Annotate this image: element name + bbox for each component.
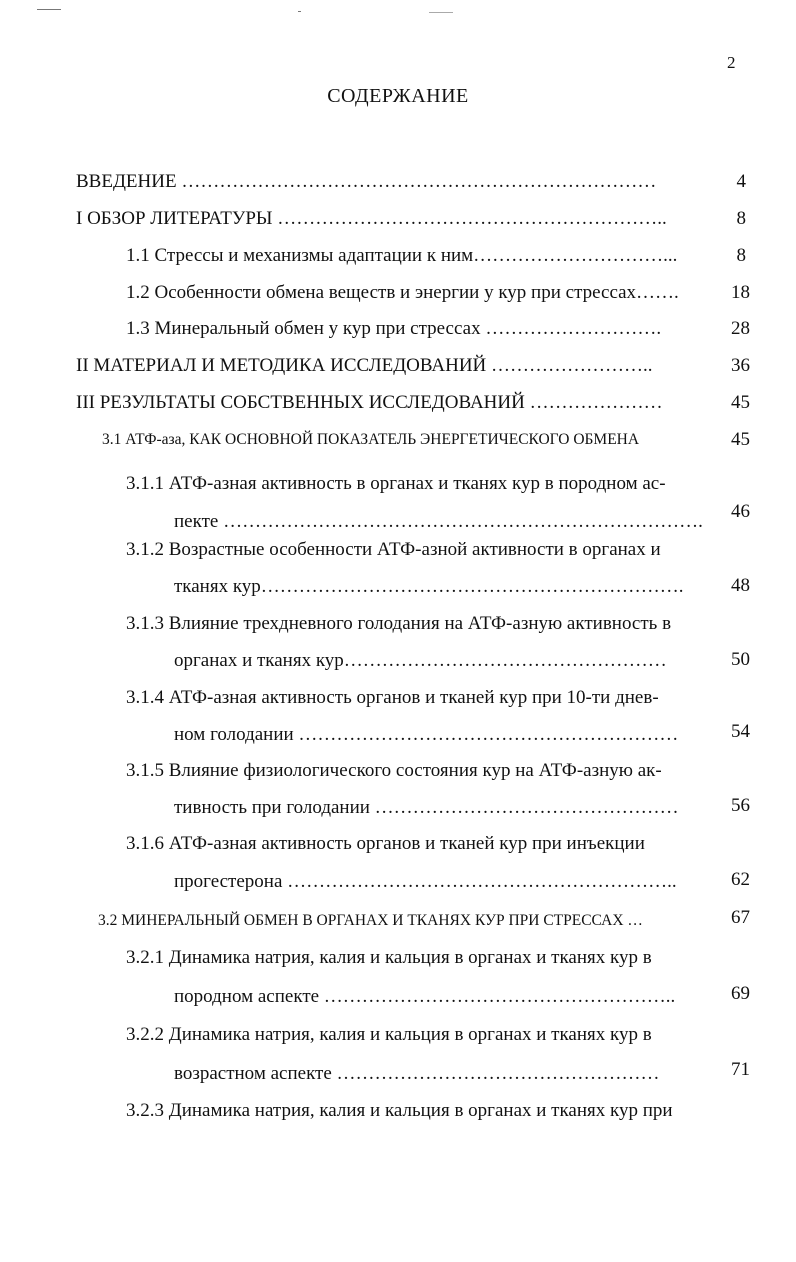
toc-entry-text: 3.2.1 Динамика натрия, калия и кальция в органах и тканях кур в: [126, 947, 652, 968]
toc-entry-page: 67: [731, 907, 750, 928]
toc-entry-page: 45: [731, 429, 750, 450]
toc-entry-text: пекте ………………………………………………………………….: [174, 511, 703, 532]
toc-entry-text: ном голодании ……………………………………………………: [174, 724, 679, 745]
toc-entry-page: 54: [731, 721, 750, 742]
scan-mark: [429, 12, 453, 13]
toc-entry-text: прогестерона ……………………………………………………..: [174, 871, 677, 892]
toc-entry-page: 45: [731, 392, 750, 413]
toc-entry-page: 50: [731, 649, 750, 670]
toc-entry-text: породном аспекте ………………………………………………..: [174, 986, 676, 1007]
toc-entry-page: 8: [736, 208, 746, 229]
toc-entry-text: 3.1.4 АТФ-азная активность органов и тканей кур при 10-ти днев-: [126, 687, 659, 708]
toc-entry-text: 3.2.3 Динамика натрия, калия и кальция в органах и тканях кур при: [126, 1100, 673, 1121]
toc-entry-page: 71: [731, 1059, 750, 1080]
toc-entry-text: 1.1 Стрессы и механизмы адаптации к ним…………………………...: [126, 245, 678, 266]
toc-entry-page: 56: [731, 795, 750, 816]
toc-entry-text: 1.3 Минеральный обмен у кур при стрессах ……………………….: [126, 318, 662, 339]
toc-entry-text: III РЕЗУЛЬТАТЫ СОБСТВЕННЫХ ИССЛЕДОВАНИЙ …………………: [76, 392, 663, 413]
toc-entry-text: I ОБЗОР ЛИТЕРАТУРЫ ……………………………………………………..: [76, 208, 667, 229]
scan-mark: [37, 9, 61, 10]
toc-entry-page: 69: [731, 983, 750, 1004]
toc-entry-page: 4: [736, 171, 746, 192]
toc-entry-text: 3.1.2 Возрастные особенности АТФ-азной активности в органах и: [126, 539, 661, 560]
toc-entry-text: II МАТЕРИАЛ И МЕТОДИКА ИССЛЕДОВАНИЙ ……………………..: [76, 355, 653, 376]
toc-entry-page: 28: [731, 318, 750, 339]
toc-entry-text: тканях кур………………………………………………………….: [174, 576, 684, 597]
toc-entry-page: 18: [731, 282, 750, 303]
page-number: 2: [727, 53, 736, 72]
toc-entry-page: 48: [731, 575, 750, 596]
toc-entry-text: ВВЕДЕНИЕ …………………………………………………………………: [76, 171, 657, 192]
toc-entry-text: органах и тканях кур……………………………………………: [174, 650, 667, 671]
toc-entry-text: 3.2 МИНЕРАЛЬНЫЙ ОБМЕН В ОРГАНАХ И ТКАНЯХ КУР ПРИ СТРЕССАХ …: [98, 912, 643, 929]
toc-entry-page: 62: [731, 869, 750, 890]
toc-entry-text: 3.1 АТФ-аза, КАК ОСНОВНОЙ ПОКАЗАТЕЛЬ ЭНЕРГЕТИЧЕСКОГО ОБМЕНА: [102, 431, 640, 448]
toc-entry-page: 8: [736, 245, 746, 266]
toc-entry-text: 3.1.5 Влияние физиологического состояния кур на АТФ-азную ак-: [126, 760, 662, 781]
toc-entry-text: 1.2 Особенности обмена веществ и энергии у кур при стрессах…….: [126, 282, 679, 303]
scan-mark: [298, 11, 301, 12]
toc-entry-page: 46: [731, 501, 750, 522]
toc-entry-text: 3.1.3 Влияние трехдневного голодания на АТФ-азную активность в: [126, 613, 672, 634]
toc-entry-text: тивность при голодании …………………………………………: [174, 797, 679, 818]
toc-entry-text: возрастном аспекте ……………………………………………: [174, 1063, 660, 1084]
toc-entry-text: 3.1.1 АТФ-азная активность в органах и тканях кур в породном ас-: [126, 473, 666, 494]
toc-entry-text: 3.1.6 АТФ-азная активность органов и тканей кур при инъекции: [126, 833, 645, 854]
toc-entry-text: 3.2.2 Динамика натрия, калия и кальция в органах и тканях кур в: [126, 1024, 652, 1045]
toc-entry-page: 36: [731, 355, 750, 376]
page-title: СОДЕРЖАНИЕ: [327, 85, 469, 107]
